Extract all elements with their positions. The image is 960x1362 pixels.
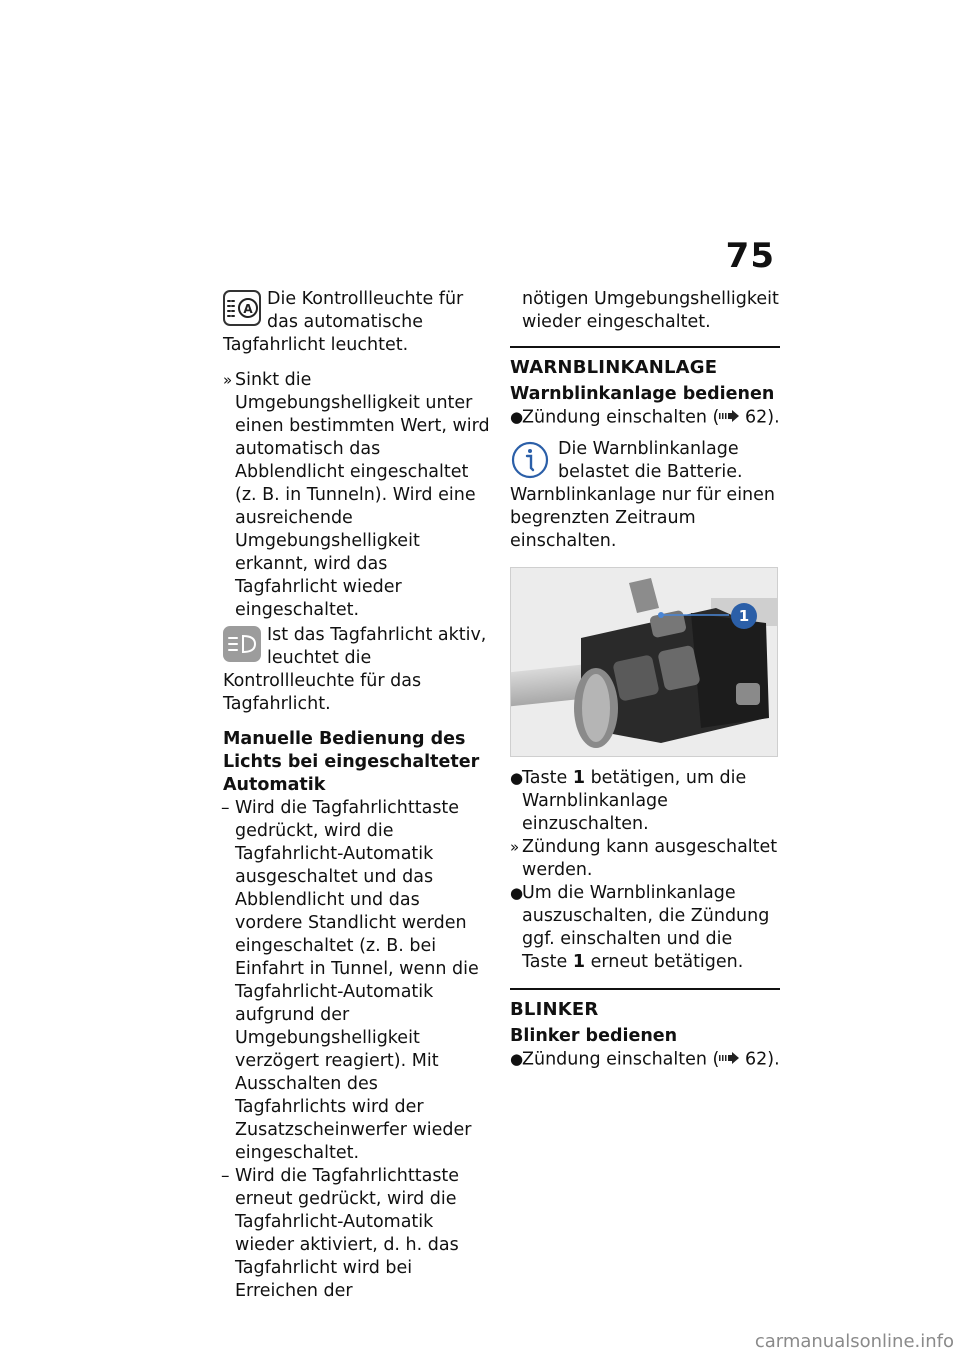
bullet-ignition-2-text: Zündung einschalten ( <box>522 1049 720 1069</box>
info-note <box>510 438 780 553</box>
daylight-auto-indicator-text: Die Kontrollleuchte für das automatische Tagfahrlicht leuchtet. <box>223 289 464 355</box>
subheading-hazard: Warnblinkanlage bedienen <box>510 384 775 404</box>
bullet-ignition-2-ref: 62). <box>744 1049 780 1069</box>
handlebar-switch-photo <box>510 567 778 757</box>
result-ignition-off-text: Zündung kann ausgeschaltet werden. <box>522 836 778 880</box>
bullet-press-pre: Taste <box>522 767 573 788</box>
daylight-active-text: Ist das Tagfahrlicht aktiv, leuchtet die Kontrollleuchte für das Tagfahrlicht. <box>223 625 487 714</box>
result-marker-icon: » <box>510 837 520 856</box>
section-title-hazard: WARNBLINKANLAGE <box>510 346 780 379</box>
dash-marker: – <box>221 798 230 818</box>
bullet-switch-off <box>510 882 780 974</box>
page-number: 75 <box>725 236 775 276</box>
page-reference-arrow-icon <box>719 1048 739 1071</box>
manual-light-heading: Manuelle Bedienung des Lichts bei eingeschalteter Automatik <box>223 729 480 795</box>
bullet-press-post: betätigen, um die Warnblinkanlage einzuschalten. <box>522 767 747 834</box>
dash-item-2 <box>223 1165 491 1303</box>
bullet-marker: ● <box>510 1049 524 1068</box>
dash-marker: – <box>221 1166 230 1186</box>
bullet-ignition-1 <box>510 406 780 430</box>
result-marker-icon: » <box>223 371 233 389</box>
section-title-indicators: BLINKER <box>510 988 780 1021</box>
bullet-ignition-2 <box>510 1048 780 1072</box>
bullet-ignition-1-text: Zündung einschalten ( <box>522 407 720 428</box>
daylight-auto-indicator-paragraph <box>223 288 491 357</box>
right-column <box>510 288 780 1071</box>
svg-text:A: A <box>243 302 253 316</box>
daylight-indicator-icon <box>223 626 261 662</box>
bullet-marker: ● <box>510 408 524 426</box>
info-icon <box>510 440 550 480</box>
dash-item-2-text: Wird die Tagfahrlichttaste erneut gedrückt, wird die Tagfahrlicht-Automatik wieder aktiviert, d. h. das Tagfahrlicht wird bei Erreichen der <box>235 1166 460 1301</box>
left-column <box>223 288 491 1303</box>
subheading-indicators: Blinker bedienen <box>510 1025 678 1046</box>
bullet-marker: ● <box>510 768 524 787</box>
photo-callout-label: 1 <box>738 606 750 625</box>
continued-text: nötigen Umgebungshelligkeit wieder eingeschaltet. <box>522 289 779 332</box>
bullet-ignition-1-ref: 62). <box>744 407 780 428</box>
bullet-press-button <box>510 767 780 836</box>
result-item <box>223 369 491 622</box>
dash-item-1 <box>223 797 491 1165</box>
page-reference-arrow-icon <box>719 406 739 429</box>
daylight-active-paragraph <box>223 624 491 716</box>
button-number: 1 <box>572 951 586 972</box>
dash-item-1-text: Wird die Tagfahrlichttaste gedrückt, wird die Tagfahrlicht-Automatik ausgeschaltet und das Abblendlicht und das vordere Standlicht werden eingeschaltet (z. B. bei Einfahrt in Tunnel, wenn die Tagfahrlicht-Automatik aufgrund der Umgebungshelligkeit verzögert reagiert). Mit Ausschalten des Tagfahrlichts wird der Zusatzscheinwerfer wieder eingeschaltet. <box>235 798 479 1163</box>
bullet-marker: ● <box>510 883 524 902</box>
result-ignition-off <box>510 836 780 882</box>
footer-watermark: carmanualsonline.info <box>754 1331 954 1352</box>
bullet-switch-off-pre: Um die Warnblinkanlage auszuschalten, die Zündung ggf. einschalten und die Taste <box>522 882 770 972</box>
daylight-auto-indicator-icon <box>223 290 261 326</box>
info-note-text: Die Warnblinkanlage belastet die Batterie. Warnblinkanlage nur für einen begrenzten Zeitraum einschalten. <box>510 438 776 551</box>
result-text: Sinkt die Umgebungshelligkeit unter einen bestimmten Wert, wird automatisch das Abblendlicht eingeschaltet (z. B. in Tunneln). Wird eine ausreichende Umgebungshelligkeit erkannt, wird das Tagfahrlicht wieder eingeschaltet. <box>235 370 490 620</box>
button-number: 1 <box>572 767 586 788</box>
bullet-switch-off-post: erneut betätigen. <box>585 951 744 972</box>
